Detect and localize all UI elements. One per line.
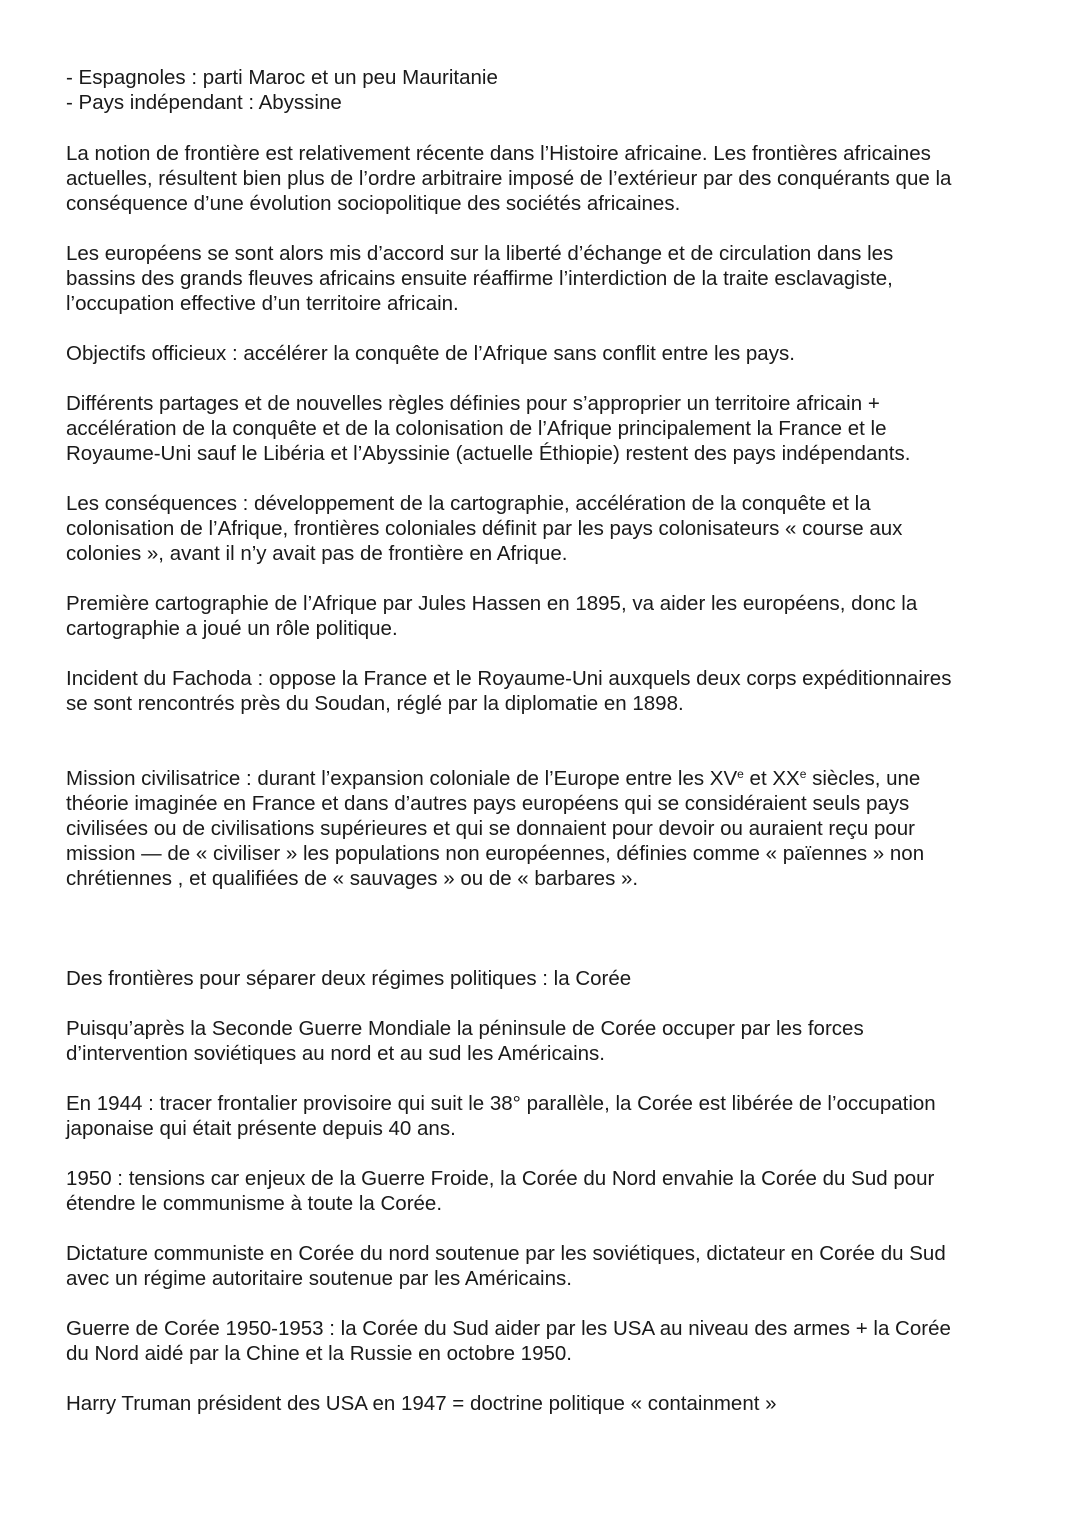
paragraph-partitions (66, 391, 1026, 466)
text-line: Des frontières pour séparer deux régimes politiques : la Corée (66, 967, 632, 990)
bullet-list (66, 65, 1026, 115)
text-line: Les européens se sont alors mis d’accord sur la liberté d’échange et de circulation dans les (66, 242, 894, 265)
text-line: Dictature communiste en Corée du nord soutenue par les soviétiques, dictateur en Corée du Sud (66, 1242, 946, 1265)
text-line: Royaume-Uni sauf le Libéria et l’Abyssinie (actuelle Éthiopie) restent des pays indépendants. (66, 442, 911, 465)
text-line: conséquence d’une évolution sociopolitique des sociétés africaines. (66, 192, 681, 215)
text-line: colonies », avant il n’y avait pas de frontière en Afrique. (66, 542, 568, 565)
paragraph-civilizing-mission (66, 766, 1026, 891)
text-line: Objectifs officieux : accélérer la conquête de l’Afrique sans conflit entre les pays. (66, 342, 795, 365)
text-line: du Nord aidé par la Chine et la Russie en octobre 1950. (66, 1342, 572, 1365)
text-line: civilisées ou de civilisations supérieures et qui se donnaient pour devoir ou auraient reçu pour (66, 817, 915, 840)
text-line: La notion de frontière est relativement récente dans l’Histoire africaine. Les frontières africaines (66, 142, 931, 165)
paragraph-1944-border (66, 1091, 1026, 1141)
superscript: e (737, 767, 744, 781)
paragraph-unofficial-objectives (66, 341, 1026, 366)
paragraph-cartography (66, 591, 1026, 641)
text-line: chrétiennes , et qualifiées de « sauvages » ou de « barbares ». (66, 867, 639, 890)
text-line (66, 766, 1026, 791)
text-segment: siècles, une (806, 767, 921, 790)
text-line: étendre le communisme à toute la Corée. (66, 1192, 443, 1215)
superscript: e (799, 767, 807, 781)
text-segment: et XX (743, 767, 800, 790)
text-line: cartographie a joué un rôle politique. (66, 617, 398, 640)
text-line: théorie imaginée en France et dans d’autres pays européens qui se considéraient seuls pays (66, 792, 910, 815)
paragraph-korea-heading (66, 966, 1026, 991)
text-line: actuelles, résultent bien plus de l’ordre arbitraire imposé de l’extérieur par des conquérants que la (66, 167, 952, 190)
text-line: Différents partages et de nouvelles règles définies pour s’approprier un territoire africain + (66, 392, 880, 415)
text-line: Incident du Fachoda : oppose la France et le Royaume-Uni auxquels deux corps expéditionnaires (66, 667, 952, 690)
paragraph-fachoda-incident (66, 666, 1026, 716)
text-line: Première cartographie de l’Afrique par Jules Hassen en 1895, va aider les européens, donc la (66, 592, 918, 615)
text-line: Puisqu’après la Seconde Guerre Mondiale la péninsule de Corée occuper par les forces (66, 1017, 864, 1040)
text-line: colonisation de l’Afrique, frontières coloniales définit par les pays colonisateurs « course aux (66, 517, 903, 540)
text-line: Harry Truman président des USA en 1947 = doctrine politique « containment » (66, 1392, 777, 1415)
text-line: japonaise qui était présente depuis 40 ans. (66, 1117, 456, 1140)
paragraph-dictatorships (66, 1241, 1026, 1291)
text-line: l’occupation effective d’un territoire africain. (66, 292, 459, 315)
text-line: d’intervention soviétiques au nord et au sud les Américains. (66, 1042, 606, 1065)
list-item: - Espagnoles : parti Maroc et un peu Mauritanie (66, 66, 498, 89)
list-item: - Pays indépendant : Abyssine (66, 91, 342, 114)
paragraph-korea-occupation (66, 1016, 1026, 1066)
text-line: se sont rencontrés près du Soudan, réglé par la diplomatie en 1898. (66, 692, 684, 715)
paragraph-korean-war (66, 1316, 1026, 1366)
text-line: 1950 : tensions car enjeux de la Guerre Froide, la Corée du Nord envahie la Corée du Sud pour (66, 1167, 935, 1190)
paragraph-truman-doctrine (66, 1391, 1026, 1416)
text-line: bassins des grands fleuves africains ensuite réaffirme l’interdiction de la traite esclavagiste, (66, 267, 893, 290)
text-line: avec un régime autoritaire soutenue par les Américains. (66, 1267, 572, 1290)
text-line: Guerre de Corée 1950-1953 : la Corée du Sud aider par les USA au niveau des armes + la Corée (66, 1317, 951, 1340)
text-line: mission — de « civiliser » les populations non européennes, définies comme « païennes » non (66, 842, 925, 865)
paragraph-european-agreement (66, 241, 1026, 316)
text-segment: Mission civilisatrice : durant l’expansion coloniale de l’Europe entre les XV (66, 767, 738, 790)
text-line: accélération de la conquête et de la colonisation de l’Afrique principalement la France et le (66, 417, 887, 440)
paragraph-1950-tensions (66, 1166, 1026, 1216)
text-line: En 1944 : tracer frontalier provisoire qui suit le 38° parallèle, la Corée est libérée de l’occupation (66, 1092, 936, 1115)
text-line: Les conséquences : développement de la cartographie, accélération de la conquête et la (66, 492, 871, 515)
paragraph-consequences (66, 491, 1026, 566)
paragraph-frontier-notion (66, 141, 1026, 216)
